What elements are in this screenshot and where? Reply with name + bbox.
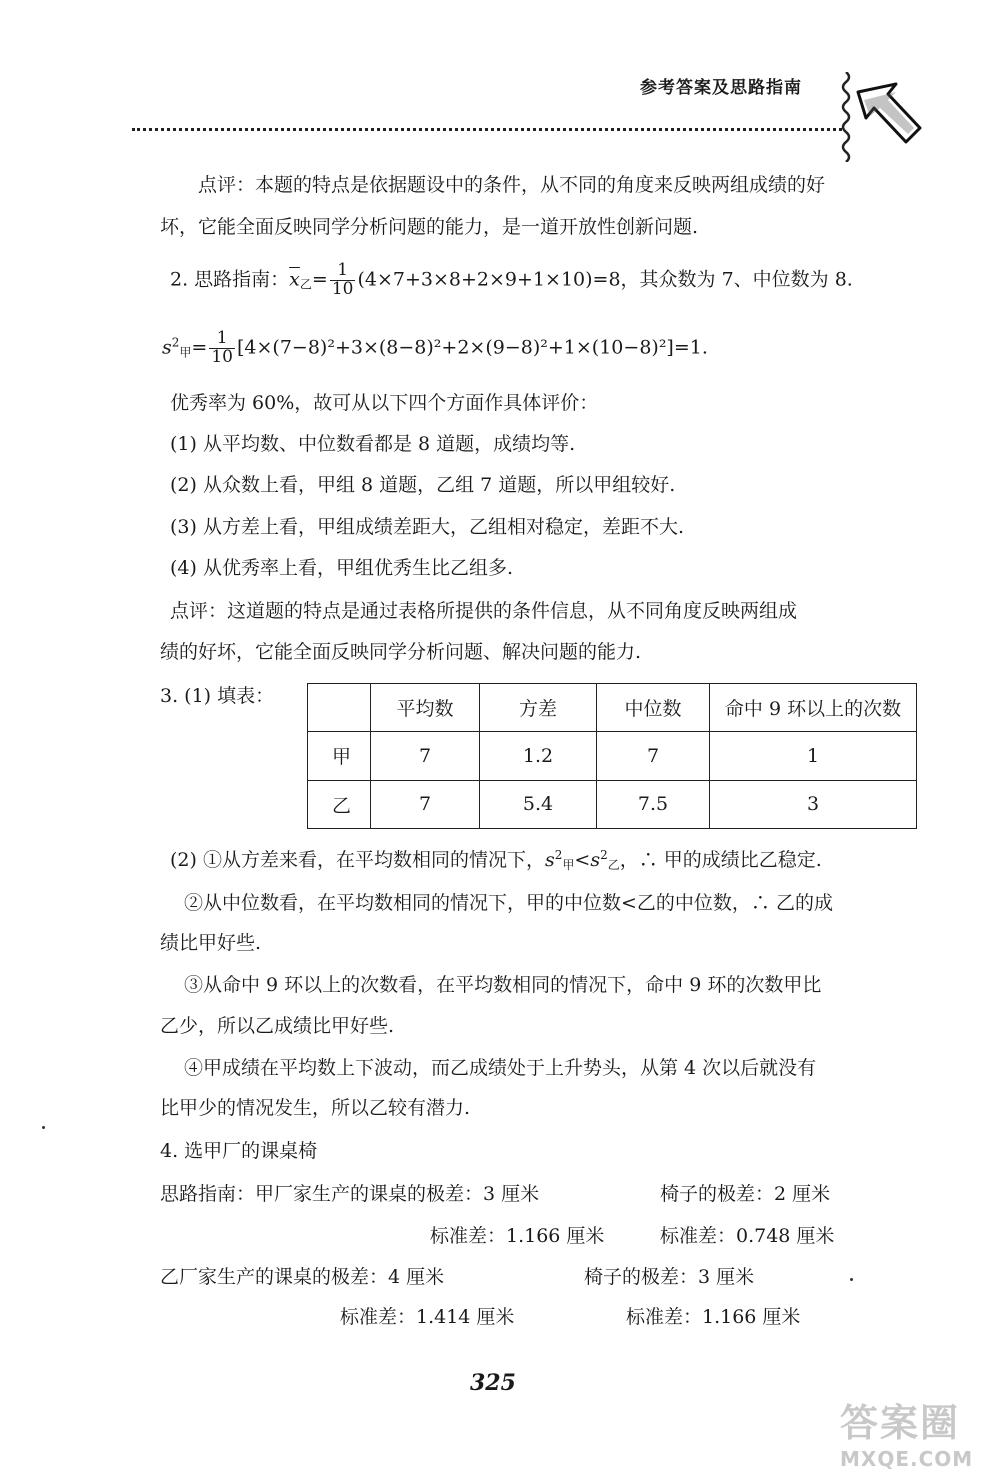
fraction-denominator: 10 — [331, 278, 354, 299]
variance-superscript: 2 — [171, 335, 180, 350]
factory-a-desk-range: 思路指南：甲厂家生产的课桌的极差：3 厘米 — [160, 1183, 540, 1205]
s2-symbol: s — [590, 849, 601, 871]
mean-subscript: 乙 — [299, 277, 312, 292]
variance-subscript: 甲 — [179, 345, 192, 360]
table-header-cell — [308, 684, 371, 732]
analysis-2-line-2: 绩比甲好些. — [160, 932, 262, 954]
factory-a-chair-sd: 标准差：0.748 厘米 — [660, 1225, 835, 1247]
excellence-rate-line: 优秀率为 60%，故可从以下四个方面作具体评价： — [170, 392, 599, 414]
evaluation-3: (3) 从方差上看，甲组成绩差距大，乙组相对稳定，差距不大. — [170, 516, 684, 538]
comment-2-line-2: 绩的好坏，它能全面反映同学分析问题、解决问题的能力. — [160, 641, 642, 663]
factory-b-chair-range: 椅子的极差：3 厘米 — [584, 1266, 755, 1288]
factory-b-desk-range: 乙厂家生产的课桌的极差：4 厘米 — [160, 1266, 445, 1288]
analysis-1-suffix: ，∴ 甲的成绩比乙稳定. — [619, 849, 822, 871]
evaluation-1: (1) 从平均数、中位数看都是 8 道题，成绩均等. — [170, 433, 576, 455]
analysis-4-line-1: ④甲成绩在平均数上下波动，而乙成绩处于上升势头，从第 4 次以后就没有 — [184, 1057, 817, 1079]
analysis-1 — [170, 848, 822, 872]
comment-2-line-1: 点评：这道题的特点是通过表格所提供的条件信息，从不同角度反映两组成 — [170, 600, 798, 622]
analysis-2-line-1: ②从中位数看，在平均数相同的情况下，甲的中位数<乙的中位数，∴ 乙的成 — [184, 892, 833, 914]
s1-symbol: s — [544, 849, 555, 871]
fraction-one-tenth — [330, 262, 356, 299]
results-table — [307, 683, 917, 829]
analysis-1-prefix: (2) ①从方差来看，在平均数相同的情况下， — [170, 849, 545, 871]
table-header-row — [308, 684, 917, 732]
comment-1-line-2: 坏，它能全面反映同学分析问题的能力，是一道开放性创新问题. — [160, 216, 699, 238]
table-cell: 1 — [710, 732, 917, 780]
variance-symbol: s — [162, 336, 172, 359]
q4-answer: 4. 选甲厂的课桌椅 — [160, 1140, 318, 1162]
table-row-label: 甲 — [308, 732, 371, 780]
s1-sup: 2 — [554, 848, 563, 862]
watermark-sub: MXQE.COM — [840, 1447, 974, 1471]
table-cell: 7 — [371, 780, 480, 828]
scan-speck — [42, 1126, 45, 1129]
q3-label: 3. (1) 填表： — [160, 685, 275, 707]
variance-expression: [4×(7−8)²+3×(8−8)²+2×(9−8)²+1×(10−8)²]=1. — [236, 336, 708, 359]
table-header-cell: 平均数 — [371, 684, 480, 732]
q2-mean-formula — [170, 262, 853, 299]
s2-sub: 乙 — [607, 858, 620, 872]
analysis-4-line-2: 比甲少的情况发生，所以乙较有潜力. — [160, 1097, 471, 1119]
table-cell: 7 — [371, 732, 480, 780]
variance-formula — [162, 330, 708, 367]
table-cell: 3 — [710, 780, 917, 828]
arrow-icon — [852, 78, 924, 154]
scan-speck — [850, 1278, 853, 1281]
page-number: 325 — [470, 1370, 516, 1396]
header-dotted-rule — [132, 128, 842, 131]
factory-b-chair-sd: 标准差：1.166 厘米 — [626, 1306, 801, 1328]
s2-sup: 2 — [600, 848, 608, 862]
less-than: < — [574, 849, 591, 871]
table-header-cell: 中位数 — [597, 684, 710, 732]
fraction-numerator: 1 — [330, 262, 356, 281]
table-row — [308, 780, 917, 828]
analysis-3-line-2: 乙少，所以乙成绩比甲好些. — [160, 1015, 395, 1037]
analysis-3-line-1: ③从命中 9 环以上的次数看，在平均数相同的情况下，命中 9 环的次数甲比 — [184, 974, 822, 996]
table-header-cell: 命中 9 环以上的次数 — [710, 684, 917, 732]
q2-prefix: 2. 思路指南： — [170, 268, 290, 291]
mean-equals: = — [311, 268, 328, 291]
variance-fraction — [209, 330, 235, 367]
table-cell: 1.2 — [480, 732, 597, 780]
site-watermark — [840, 1392, 990, 1471]
factory-b-desk-sd: 标准差：1.414 厘米 — [340, 1306, 515, 1328]
table-header-cell: 方差 — [480, 684, 597, 732]
table-row-label: 乙 — [308, 780, 371, 828]
variance-fraction-denominator: 10 — [211, 346, 233, 367]
running-header-title: 参考答案及思路指南 — [640, 78, 802, 98]
table-cell: 7 — [597, 732, 710, 780]
comment-1-line-1: 点评：本题的特点是依据题设中的条件，从不同的角度来反映两组成绩的好 — [198, 174, 826, 196]
mean-symbol: $\overline{x}$ — [289, 268, 300, 291]
table-row — [308, 732, 917, 780]
table-cell: 7.5 — [597, 780, 710, 828]
mean-expression: (4×7+3×8+2×9+1×10)=8，其众数为 7、中位数为 8. — [357, 268, 853, 291]
table-cell: 5.4 — [480, 780, 597, 828]
factory-a-chair-range: 椅子的极差：2 厘米 — [660, 1183, 831, 1205]
variance-fraction-numerator: 1 — [209, 330, 235, 349]
evaluation-4: (4) 从优秀率上看，甲组优秀生比乙组多. — [170, 557, 513, 579]
evaluation-2: (2) 从众数上看，甲组 8 道题，乙组 7 道题，所以甲组较好. — [170, 474, 676, 496]
factory-a-desk-sd: 标准差：1.166 厘米 — [430, 1225, 605, 1247]
variance-equals: = — [191, 336, 208, 359]
s1-sub: 甲 — [562, 858, 575, 872]
watermark-main: 答案圈 — [840, 1401, 961, 1445]
